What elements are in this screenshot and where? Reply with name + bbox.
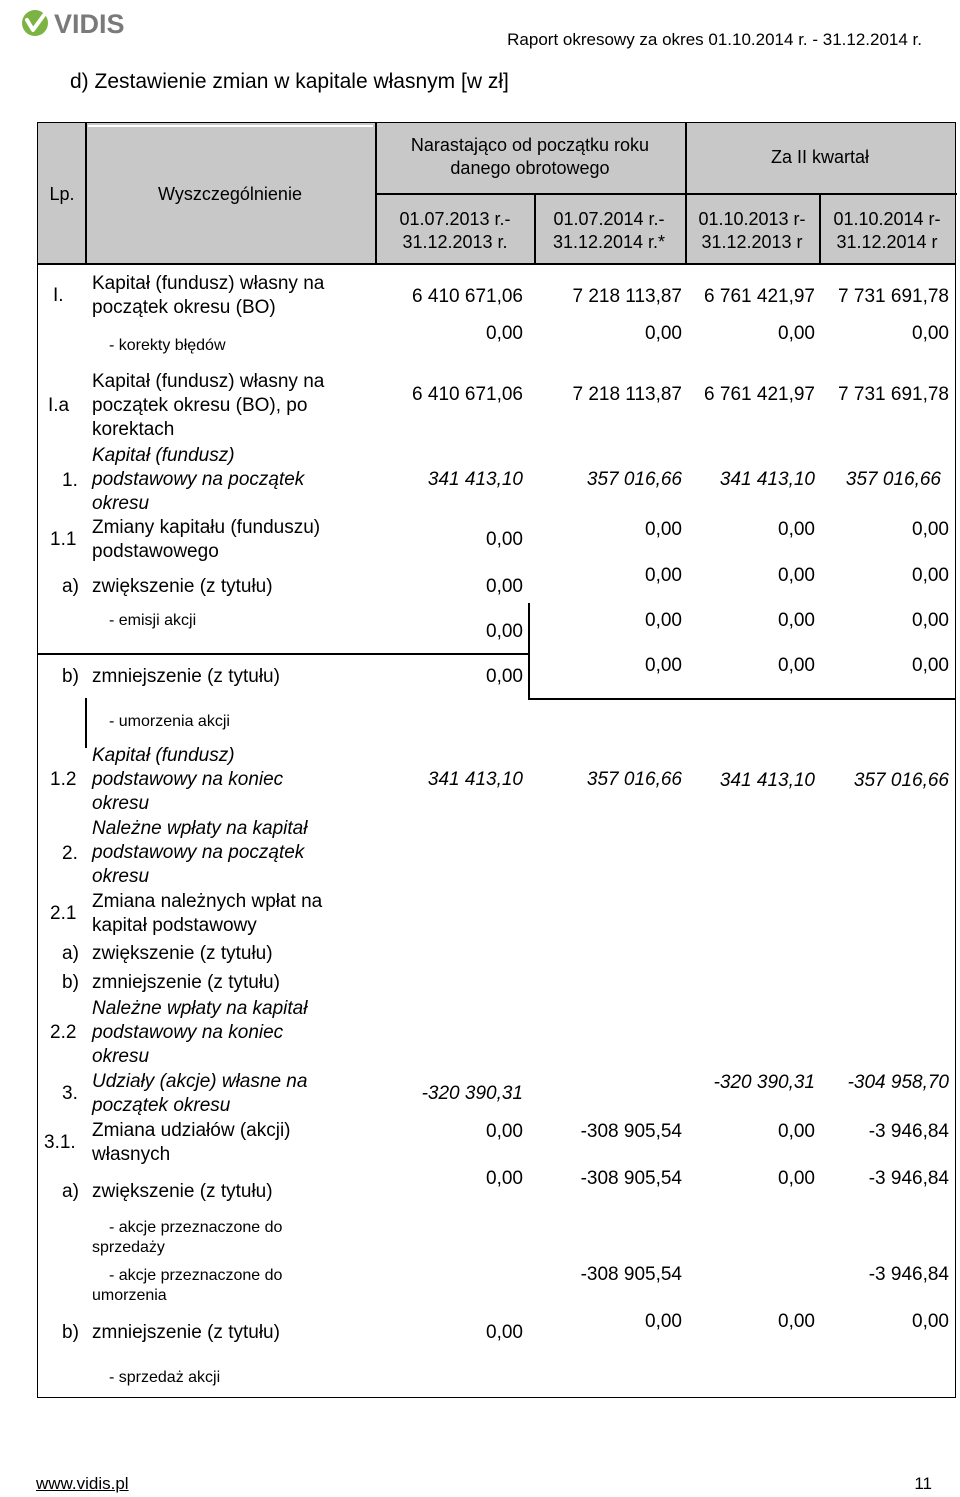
cell-value: 0,00 <box>645 519 682 540</box>
cell-value: 0,00 <box>486 1322 523 1343</box>
cell-value: 341 413,10 <box>719 770 815 791</box>
period-4-from: 01.10.2014 r- <box>833 209 941 229</box>
row-label: zmniejszenie (z tytułu) <box>92 1322 280 1343</box>
row-lp: a) <box>62 1181 79 1202</box>
cell-value: 6 761 421,97 <box>704 286 815 307</box>
period-3-to: 31.12.2013 r <box>701 232 803 252</box>
cell-value: 0,00 <box>486 529 523 550</box>
cell-value: -3 946,84 <box>868 1264 949 1285</box>
period-1-to: 31.12.2013 r. <box>402 232 508 252</box>
cell-value: -308 905,54 <box>580 1168 682 1189</box>
row-label: kapitał podstawowy <box>92 915 257 936</box>
cell-value: 0,00 <box>912 610 949 631</box>
report-period: Raport okresowy za okres 01.10.2014 r. - 31.12.2014 r. <box>507 30 922 49</box>
row-lp: 1.1 <box>50 529 77 550</box>
row-lp: 2.1 <box>50 903 77 924</box>
row-label: - emisji akcji <box>109 612 197 629</box>
cell-value: 0,00 <box>486 1121 523 1142</box>
cell-value: -320 390,31 <box>713 1072 815 1093</box>
cell-value: 0,00 <box>912 519 949 540</box>
row-lp: 1.2 <box>50 769 77 790</box>
cell-value: 0,00 <box>778 519 815 540</box>
row-label: zmniejszenie (z tytułu) <box>92 972 280 993</box>
col-lp: Lp. <box>49 184 75 204</box>
cell-value: 357 016,66 <box>586 769 682 790</box>
group-cumulative-line1: Narastająco od początku roku <box>410 135 650 155</box>
row-lp: 3.1. <box>44 1132 76 1153</box>
period-2-from: 01.07.2014 r.- <box>553 209 665 229</box>
cell-value: -3 946,84 <box>868 1168 949 1189</box>
row-lp: a) <box>62 943 79 964</box>
group-quarter: Za II kwartał <box>770 147 870 167</box>
cell-value: 0,00 <box>778 1168 815 1189</box>
row-label: Kapitał (fundusz) <box>92 445 235 466</box>
cell-value: -308 905,54 <box>580 1264 682 1285</box>
footer-website-link[interactable]: www.vidis.pl <box>36 1474 129 1493</box>
cell-value: 7 731 691,78 <box>838 384 949 405</box>
cell-value: 0,00 <box>486 621 523 642</box>
cell-value: 0,00 <box>912 565 949 586</box>
row-label: korektach <box>92 419 175 440</box>
cell-value: 0,00 <box>912 1311 949 1332</box>
row-label: zmniejszenie (z tytułu) <box>92 666 280 687</box>
cell-value: 0,00 <box>778 655 815 676</box>
cell-value: 6 761 421,97 <box>704 384 815 405</box>
cell-value: 0,00 <box>486 666 523 687</box>
row-label: zwiększenie (z tytułu) <box>92 576 273 597</box>
row-label: podstawowy na koniec <box>92 1022 284 1043</box>
cell-value: -3 946,84 <box>868 1121 949 1142</box>
row-label: sprzedaży <box>92 1239 165 1256</box>
row-lp: 3. <box>62 1083 78 1104</box>
row-label: okresu <box>92 866 150 887</box>
page-number: 11 <box>914 1474 932 1493</box>
row-lp: b) <box>62 666 79 687</box>
row-label: własnych <box>92 1144 171 1165</box>
row-label: okresu <box>92 493 150 514</box>
cell-value: 357 016,66 <box>845 469 941 490</box>
row-label: Zmiana udziałów (akcji) <box>92 1120 291 1141</box>
vidis-logo <box>20 6 170 40</box>
row-label: Należne wpłaty na kapitał <box>92 998 308 1019</box>
row-label: Udziały (akcje) własne na <box>92 1071 308 1092</box>
row-label: - umorzenia akcji <box>109 713 230 730</box>
cell-value: 0,00 <box>486 1168 523 1189</box>
cell-value: 357 016,66 <box>586 469 682 490</box>
group-cumulative-line2: danego obrotowego <box>450 158 610 178</box>
cell-value: 6 410 671,06 <box>412 384 523 405</box>
row-label: zwiększenie (z tytułu) <box>92 943 273 964</box>
row-label: Zmiany kapitału (funduszu) <box>92 517 321 538</box>
cell-value: 6 410 671,06 <box>412 286 523 307</box>
cell-value: 0,00 <box>645 610 682 631</box>
row-lp: I.a <box>48 395 70 416</box>
cell-value: 7 731 691,78 <box>838 286 949 307</box>
cell-value: 0,00 <box>645 655 682 676</box>
cell-value: 341 413,10 <box>427 469 523 490</box>
row-label: zwiększenie (z tytułu) <box>92 1181 273 1202</box>
cell-value: 7 218 113,87 <box>572 286 682 307</box>
cell-value: 0,00 <box>778 323 815 344</box>
cell-value: 0,00 <box>778 1311 815 1332</box>
row-label: okresu <box>92 1046 150 1067</box>
row-lp: a) <box>62 576 79 597</box>
cell-value: -320 390,31 <box>421 1083 523 1104</box>
row-lp: 2. <box>62 843 78 864</box>
row-label: Kapitał (fundusz) własny na <box>92 273 325 294</box>
row-label: podstawowy na początek <box>92 469 305 490</box>
row-label: - sprzedaż akcji <box>109 1369 221 1386</box>
cell-value: 0,00 <box>778 1121 815 1142</box>
cell-value: 0,00 <box>912 323 949 344</box>
cell-value: 341 413,10 <box>427 769 523 790</box>
cell-value: 0,00 <box>912 655 949 676</box>
cell-value: 0,00 <box>778 565 815 586</box>
cell-value: 7 218 113,87 <box>572 384 682 405</box>
row-lp: 1. <box>62 470 78 491</box>
cell-value: 0,00 <box>645 323 682 344</box>
period-2-to: 31.12.2014 r.* <box>552 232 666 252</box>
row-label: - akcje przeznaczone do <box>109 1267 283 1284</box>
row-lp: I. <box>53 285 64 306</box>
row-label: podstawowy na początek <box>92 842 305 863</box>
cell-value: -304 958,70 <box>847 1072 949 1093</box>
cell-value: 0,00 <box>486 576 523 597</box>
row-label: początek okresu (BO), po <box>92 395 308 416</box>
row-label: okresu <box>92 793 150 814</box>
cell-value: 357 016,66 <box>853 770 949 791</box>
row-lp: 2.2 <box>50 1022 77 1043</box>
period-4-to: 31.12.2014 r <box>836 232 938 252</box>
row-label: Kapitał (fundusz) <box>92 745 235 766</box>
row-label: - korekty błędów <box>109 337 226 354</box>
row-lp: b) <box>62 972 79 993</box>
row-label: Zmiana należnych wpłat na <box>92 891 323 912</box>
period-1-from: 01.07.2013 r.- <box>399 209 511 229</box>
row-label: podstawowego <box>92 541 219 562</box>
row-label: Kapitał (fundusz) własny na <box>92 371 325 392</box>
cell-value: 0,00 <box>645 1311 682 1332</box>
cell-value: 0,00 <box>486 323 523 344</box>
row-label: Należne wpłaty na kapitał <box>92 818 308 839</box>
col-description: Wyszczególnienie <box>158 184 302 204</box>
row-lp: b) <box>62 1322 79 1343</box>
row-label: początek okresu <box>92 1095 231 1116</box>
cell-value: 0,00 <box>645 565 682 586</box>
cell-value: 0,00 <box>778 610 815 631</box>
row-label: - akcje przeznaczone do <box>109 1219 283 1236</box>
row-label: umorzenia <box>92 1287 167 1304</box>
section-title: d) Zestawienie zmian w kapitale własnym [w zł] <box>70 70 509 93</box>
cell-value: -308 905,54 <box>580 1121 682 1142</box>
period-3-from: 01.10.2013 r- <box>698 209 806 229</box>
row-label: podstawowy na koniec <box>92 769 284 790</box>
logo-text: VIDIS <box>54 9 125 39</box>
cell-value: 341 413,10 <box>719 469 815 490</box>
row-label: początek okresu (BO) <box>92 297 276 318</box>
